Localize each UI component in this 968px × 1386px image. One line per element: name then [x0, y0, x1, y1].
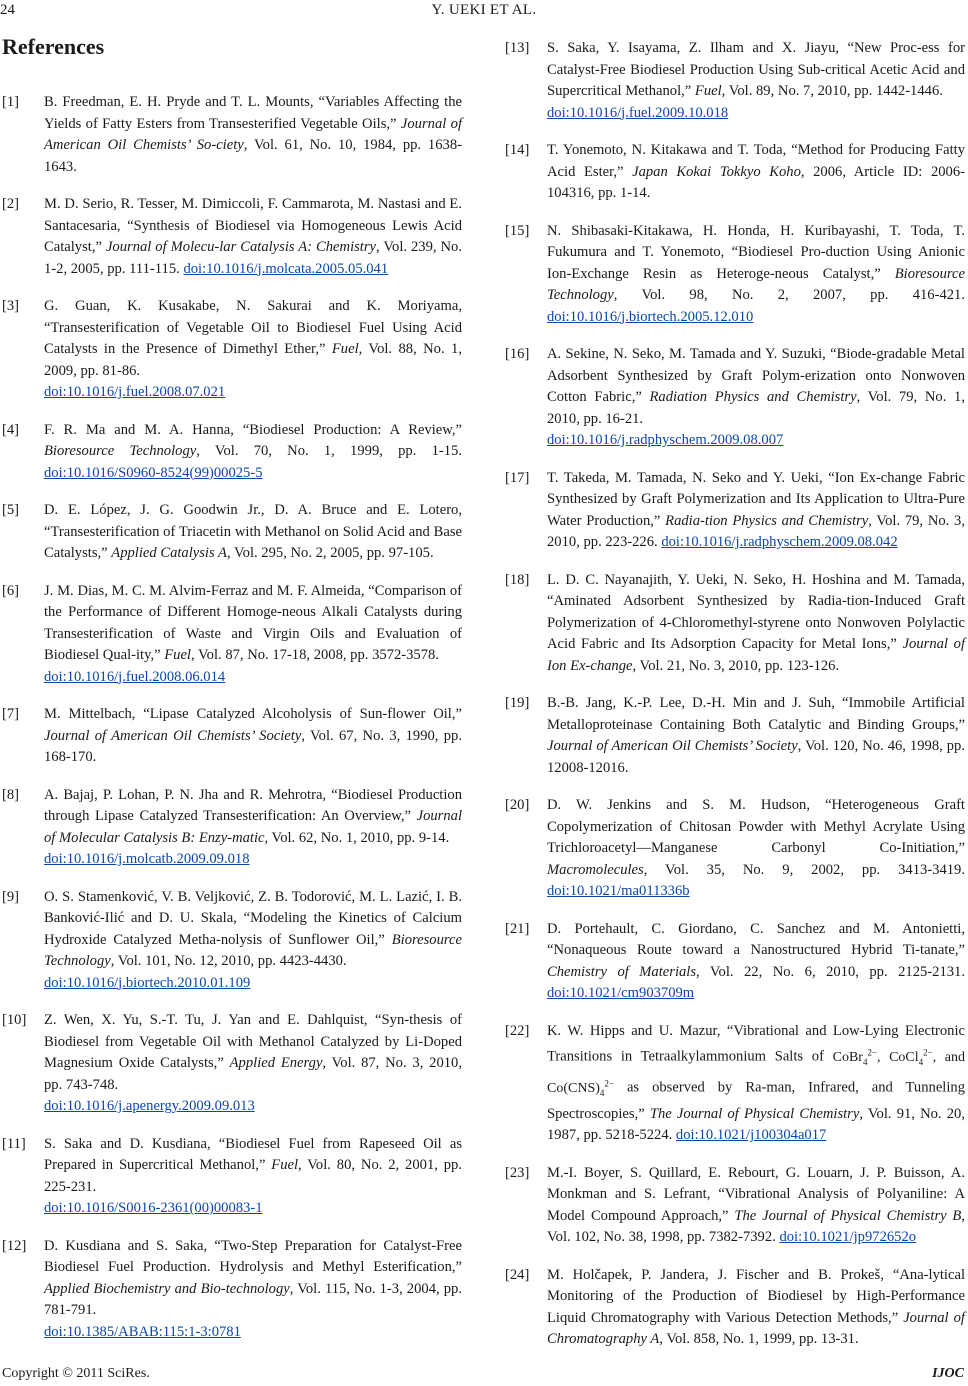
reference-item — [505, 1163, 965, 1249]
reference-text — [44, 785, 462, 871]
reference-text — [44, 1236, 462, 1344]
reference-item — [505, 468, 965, 554]
doi-link[interactable]: doi:10.1016/j.apenergy.2009.09.013 — [44, 1098, 255, 1114]
reference-number: [12] — [2, 1237, 27, 1254]
reference-number: [20] — [505, 797, 530, 813]
reference-journal: Journal of Ion Ex-change — [547, 636, 966, 674]
doi-link[interactable]: doi:10.1016/j.radphyschem.2009.08.007 — [547, 432, 784, 448]
reference-item — [505, 570, 965, 678]
reference-journal: Fuel — [164, 647, 191, 663]
reference-item — [2, 704, 462, 769]
reference-authors-title: M. D. Serio, R. Tesser, M. Dimiccoli, F. Cammarota, M. Nastasi and E. Santacesaria, “Synthesis of Biodiesel via Homogeneous Lewis Acid Catalyst,” — [44, 196, 462, 255]
formula-superscript: 2− — [604, 1077, 614, 1088]
reference-details: , Vol. 295, No. 2, 2005, pp. 97-105. — [226, 545, 434, 561]
reference-authors-title: J. M. Dias, M. C. M. Alvim-Ferraz and M. F. Almeida, “Comparison of the Performance of Different Homoge-neous Alkali Catalysts during Transesterification of Waste and Virgin Oils and Evaluation of Biodiesel Qual-ity,” — [44, 582, 462, 663]
running-head: Y. UEKI ET AL. — [431, 2, 537, 18]
formula-superscript: 2− — [867, 1047, 878, 1057]
reference-text — [44, 887, 462, 995]
reference-item — [2, 500, 462, 565]
reference-details: , Vol. 88, No. 1, 2009, pp. 81-86. — [44, 341, 462, 379]
reference-item — [2, 1010, 462, 1118]
reference-item — [505, 140, 965, 205]
doi-link[interactable]: doi:10.1016/j.molcatb.2009.09.018 — [44, 851, 250, 867]
reference-number: [11] — [2, 1135, 26, 1152]
reference-authors-title: G. Guan, K. Kusakabe, N. Sakurai and K. Moriyama, “Transesterification of Vegetable Oil to Biodiesel Fuel Using Acid Catalysts in the Presence of Dimethyl Ether,” — [44, 298, 462, 357]
reference-journal: Radia-tion Physics and Chemistry — [665, 512, 869, 529]
reference-item — [2, 420, 462, 485]
reference-details: , 2006, Article ID: 2006-104316, pp. 1-14. — [547, 163, 965, 201]
formula-subscript: 4 — [862, 1056, 868, 1067]
reference-journal: Japan Kokai Tokkyo Koho — [632, 163, 801, 180]
reference-details: , Vol. 89, No. 7, 2010, pp. 1442-1446. — [721, 83, 943, 99]
reference-number: [19] — [505, 695, 530, 711]
doi-link[interactable]: doi:10.1016/j.biortech.2010.01.109 — [44, 974, 251, 991]
reference-authors-title: F. R. Ma and M. A. Hanna, “Biodiesel Production: A Review,” — [44, 421, 462, 438]
reference-authors-title: D. Portehault, C. Giordano, C. Sanchez and M. Antonietti, “Nonaqueous Route toward a Nanostructured Hybrid Ti-tanate,” — [547, 920, 965, 958]
reference-text — [547, 221, 965, 329]
reference-journal: Applied Energy — [229, 1055, 323, 1071]
reference-journal: Journal of American Oil Chemists’ Society — [44, 727, 302, 744]
reference-item — [2, 785, 462, 871]
reference-authors-title: N. Shibasaki-Kitakawa, H. Honda, H. Kuribayashi, T. Toda, T. Fukumura and T. Yonemoto, “Biodiesel Pro-duction Using Anionic Ion-Exchange Resin as Heteroge-neous Catalyst,” — [547, 222, 965, 282]
footer-journal: IJOC — [932, 1366, 964, 1381]
footer-copyright: Copyright © 2011 SciRes. — [2, 1366, 150, 1381]
reference-item — [505, 919, 965, 1005]
reference-journal: Applied Catalysis A — [111, 545, 227, 561]
reference-authors-title: Z. Wen, X. Yu, S.-T. Tu, J. Yan and E. Dahlquist, “Syn-thesis of Biodiesel from Vegetable Oil with Methanol Catalyzed by Li-Doped Magnesium Oxide Catalysts,” — [44, 1012, 462, 1071]
reference-journal: The Journal of Physical Chemistry B — [734, 1207, 962, 1224]
reference-authors-title: D. Kusdiana and S. Saka, “Two-Step Preparation for Catalyst-Free Biodiesel Fuel Production. Hydrolysis and Methyl Esterification,” — [44, 1237, 462, 1275]
reference-item — [505, 38, 965, 124]
page-number: 24 — [0, 2, 15, 18]
reference-journal: Journal of Molecular Catalysis B: Enzy-matic — [44, 808, 462, 846]
reference-number: [17] — [505, 469, 530, 486]
reference-details: , Vol. 80, No. 2, 2001, pp. 225-231. — [44, 1157, 462, 1195]
reference-journal: Journal of Chromatography A — [547, 1309, 965, 1348]
reference-authors-title: O. S. Stamenković, V. B. Veljković, Z. B. Todorović, M. L. Lazić, I. B. Banković-Ilić and D. U. Skala, “Modeling the Kinetics of Calcium Hydroxide Catalyzed Metha-nolysis of Sunflower Oil,” — [44, 888, 462, 948]
reference-number: [24] — [505, 1266, 530, 1283]
reference-text — [547, 693, 965, 779]
doi-link[interactable]: doi:10.1016/j.molcata.2005.05.041 — [183, 260, 389, 277]
reference-title-cont: as observed by Ra-man, Infrared, and Tunneling Spectroscopies,” — [547, 1079, 965, 1122]
doi-link[interactable]: doi:10.1016/j.fuel.2009.10.018 — [547, 104, 729, 121]
section-title: References — [2, 34, 105, 59]
reference-number: [4] — [2, 421, 20, 438]
reference-details: , Vol. 98, No. 2, 2007, pp. 416-421. — [613, 287, 965, 303]
reference-details: , Vol. 35, No. 9, 2002, pp. 3413-3419. — [643, 861, 965, 878]
reference-authors-title: D. W. Jenkins and S. M. Hudson, “Heterogeneous Graft Copolymerization of Chitosan Powder with Methyl Acrylate Using Trichloroacetyl—Manganese Carbonyl Co-Initiation,” — [547, 797, 965, 856]
reference-number: [10] — [2, 1012, 27, 1028]
reference-number: [9] — [2, 888, 20, 905]
reference-text — [44, 1010, 462, 1118]
reference-number: [1] — [2, 94, 20, 110]
reference-text — [44, 500, 462, 565]
reference-text — [547, 570, 965, 678]
reference-item — [505, 344, 965, 452]
doi-link[interactable]: doi:10.1016/j.fuel.2008.06.014 — [44, 668, 226, 685]
reference-number: [22] — [505, 1022, 530, 1039]
reference-item — [2, 1236, 462, 1344]
doi-link[interactable]: doi:10.1385/ABAB:115:1-3:0781 — [44, 1323, 241, 1340]
reference-number: [15] — [505, 222, 530, 239]
reference-authors-title: T. Takeda, M. Tamada, N. Seko and Y. Ueki, “Ion Ex-change Fabric Synthesized by Graft Polymerization and Its Application to Ultra-Pure Water Production,” — [547, 469, 965, 529]
reference-authors-title: A. Sekine, N. Seko, M. Tamada and Y. Suzuki, “Biode-gradable Metal Adsorbent Synthesized by Graft Polym-erization onto Nonwoven Cotton Fabric,” — [547, 346, 965, 405]
reference-details: , Vol. 79, No. 3, 2010, pp. 223-226. — [547, 512, 966, 550]
formula-c: Co(CNS) — [547, 1080, 600, 1096]
reference-journal: Chemistry of Materials — [547, 963, 697, 980]
formula-subscript: 4 — [599, 1087, 605, 1098]
reference-text — [547, 140, 965, 205]
reference-details: , Vol. 102, No. 38, 1998, pp. 7382-7392. — [547, 1207, 966, 1246]
reference-item — [505, 795, 965, 903]
reference-journal: Journal of American Oil Chemists’ Society — [547, 738, 798, 754]
reference-authors-title: S. Saka and D. Kusdiana, “Biodiesel Fuel from Rapeseed Oil as Prepared in Supercritical Methanol,” — [44, 1135, 462, 1173]
reference-journal: Applied Biochemistry and Bio-technology — [44, 1280, 290, 1297]
reference-details: , Vol. 70, No. 1, 1999, pp. 1-15. — [196, 443, 462, 459]
reference-item — [2, 194, 462, 280]
reference-text — [44, 296, 462, 404]
chemical-formulas: CoBr$_4^{2-}$, CoCl$_4^{2-}$, and $Co(CNS)_4^{2-}$ — [547, 1047, 966, 1098]
reference-item — [505, 221, 965, 329]
reference-journal: The Journal of Physical Chemistry — [649, 1105, 860, 1122]
reference-details: , Vol. 120, No. 46, 1998, pp. 12008-12016. — [547, 738, 965, 776]
reference-text — [547, 919, 965, 1005]
reference-number: [6] — [2, 582, 20, 599]
doi-link[interactable]: doi:10.1021/jp972652o — [779, 1229, 917, 1246]
reference-journal: Bioresource Technology — [547, 265, 965, 303]
reference-details: , Vol. 67, No. 3, 1990, pp. 168-170. — [44, 727, 462, 765]
reference-details: , Vol. 87, No. 17-18, 2008, pp. 3572-3578. — [190, 647, 439, 663]
reference-journal: Fuel — [271, 1157, 299, 1173]
reference-authors-title: B. Freedman, E. H. Pryde and T. L. Mounts, “Variables Affecting the Yields of Fatty Esters from Transesterified Vegetable Oils,” — [44, 94, 462, 132]
doi-link[interactable]: doi:10.1021/ma011336b — [547, 883, 690, 899]
reference-text — [547, 795, 965, 903]
formula-and: and — [944, 1049, 966, 1065]
reference-item — [505, 1021, 965, 1147]
reference-details: , Vol. 101, No. 12, 2010, pp. 4423-4430. — [110, 953, 347, 969]
doi-link[interactable]: doi:10.1016/j.radphyschem.2009.08.042 — [661, 534, 898, 550]
formula-b: CoCl — [889, 1049, 919, 1065]
doi-link[interactable]: doi:10.1021/cm903709m — [547, 985, 695, 1001]
reference-text — [547, 1265, 965, 1351]
reference-details: , Vol. 21, No. 3, 2010, pp. 123-126. — [632, 657, 840, 674]
reference-item — [2, 581, 462, 689]
reference-text — [547, 1021, 965, 1147]
reference-details: , Vol. 61, No. 10, 1984, pp. 1638-1643. — [44, 137, 462, 175]
reference-item — [505, 693, 965, 779]
reference-text — [44, 420, 462, 485]
reference-details: , Vol. 87, No. 3, 2010, pp. 743-748. — [44, 1055, 462, 1093]
reference-details: , Vol. 858, No. 1, 1999, pp. 13-31. — [659, 1331, 859, 1348]
reference-text — [44, 704, 462, 769]
reference-details: , Vol. 115, No. 1-3, 2004, pp. 781-791. — [44, 1280, 462, 1318]
reference-journal: Bioresource Technology — [44, 931, 462, 969]
reference-journal: Radiation Physics and Chemistry — [649, 389, 857, 405]
reference-text — [44, 1134, 462, 1220]
reference-item — [2, 887, 462, 995]
formula-a: CoBr — [832, 1049, 863, 1065]
reference-number: [3] — [2, 298, 20, 314]
reference-details: , Vol. 91, No. 20, 1987, pp. 5218-5224. — [547, 1105, 965, 1144]
reference-authors-title: A. Bajaj, P. Lohan, P. N. Jha and R. Mehrotra, “Biodiesel Production through Lipase Catalyzed Transesterification: An Overview,” — [44, 786, 462, 824]
reference-authors-title: L. D. C. Nayanajith, Y. Ueki, N. Seko, H. Hoshina and M. Tamada, “Aminated Adsorbent Synthesized by Radia-tion-Induced Graft Polymerization of 4-Chloromethyl-styrene onto Nonwoven Polylactic Acid Fabric and Its Adsorption Capacity for Metal Ions,” — [547, 571, 965, 652]
reference-authors-title: M. Mittelbach, “Lipase Catalyzed Alcoholysis of Sun-flower Oil,” — [44, 706, 462, 722]
reference-item — [2, 1134, 462, 1220]
reference-details: , Vol. 62, No. 1, 2010, pp. 9-14. — [264, 829, 450, 846]
reference-number: [5] — [2, 502, 20, 518]
reference-text — [547, 38, 965, 124]
formula-superscript: 2− — [923, 1047, 933, 1057]
reference-item — [505, 1265, 965, 1351]
reference-journal: Fuel — [331, 341, 359, 357]
doi-link[interactable]: doi:10.1016/S0016-2361(00)00083-1 — [44, 1200, 263, 1216]
reference-number: [2] — [2, 196, 20, 212]
reference-authors-title: T. Yonemoto, N. Kitakawa and T. Toda, “Method for Producing Fatty Acid Ester,” — [547, 142, 965, 180]
reference-journal: Journal of American Oil Chemists’ So-ciety — [44, 115, 463, 153]
reference-authors-title: S. Saka, Y. Isayama, Z. Ilham and X. Jiayu, “New Proc-ess for Catalyst-Free Biodiesel Production Using Sub-critical Acetic Acid and Supercritical Methanol,” — [547, 40, 965, 99]
reference-details: , Vol. 239, No. 1-2, 2005, pp. 111-115. — [44, 239, 463, 277]
reference-details: , Vol. 22, No. 6, 2010, pp. 2125-2131. — [696, 963, 965, 980]
reference-text — [547, 468, 965, 554]
reference-number: [23] — [505, 1164, 530, 1181]
reference-authors-title: M. Holčapek, P. Jandera, J. Fischer and B. Prokeš, “Ana-lytical Monitoring of the Production of Biodiesel by High-Performance Liquid Chromatography with Various Detection Methods,” — [547, 1266, 965, 1326]
right-column — [505, 38, 965, 1367]
doi-link[interactable]: doi:10.1016/j.fuel.2008.07.021 — [44, 384, 226, 400]
reference-text — [547, 344, 965, 452]
reference-number: [18] — [505, 571, 530, 588]
doi-link[interactable]: doi:10.1016/S0960-8524(99)00025-5 — [44, 464, 263, 481]
reference-item — [2, 92, 462, 178]
reference-authors-title: M.-I. Boyer, S. Quillard, E. Rebourt, G. Louarn, J. P. Buisson, A. Monkman and S. Lefrant, “Vibrational Analysis of Polyaniline: A Model Compound Approach,” — [547, 1164, 965, 1224]
reference-text — [44, 92, 462, 178]
doi-link[interactable]: doi:10.1021/j100304a017 — [675, 1127, 827, 1144]
reference-journal: Journal of Molecu-lar Catalysis A: Chemistry — [105, 239, 377, 255]
left-column — [2, 92, 462, 1359]
reference-journal: Fuel — [694, 83, 722, 99]
reference-number: [8] — [2, 786, 20, 803]
reference-authors-title: B.-B. Jang, K.-P. Lee, D.-H. Min and J. Suh, “Immobile Artificial Metalloproteinase Containing Both Catalytic and Binding Groups,” — [547, 695, 965, 733]
reference-journal: Bioresource Technology — [44, 443, 197, 459]
reference-number: [16] — [505, 346, 530, 362]
reference-number: [7] — [2, 706, 20, 722]
reference-number: [14] — [505, 142, 530, 158]
reference-text — [44, 194, 462, 280]
reference-authors-title: K. W. Hipps and U. Mazur, “Vibrational and Low-Lying Electronic Transitions in Tetraalkylammonium Salts of — [547, 1022, 965, 1065]
reference-text — [547, 1163, 965, 1249]
reference-number: [13] — [505, 40, 530, 56]
doi-link[interactable]: doi:10.1016/j.biortech.2005.12.010 — [547, 308, 754, 325]
reference-text — [44, 581, 462, 689]
reference-authors-title: D. E. López, J. G. Goodwin Jr., D. A. Bruce and E. Lotero, “Transesterification of Triacetin with Methanol on Solid Acid and Base Catalysts,” — [44, 502, 462, 561]
reference-number: [21] — [505, 920, 530, 937]
formula-subscript: 4 — [918, 1056, 924, 1067]
reference-details: , Vol. 79, No. 1, 2010, pp. 16-21. — [547, 389, 965, 427]
reference-journal: Macromolecules — [547, 861, 644, 878]
reference-item — [2, 296, 462, 404]
